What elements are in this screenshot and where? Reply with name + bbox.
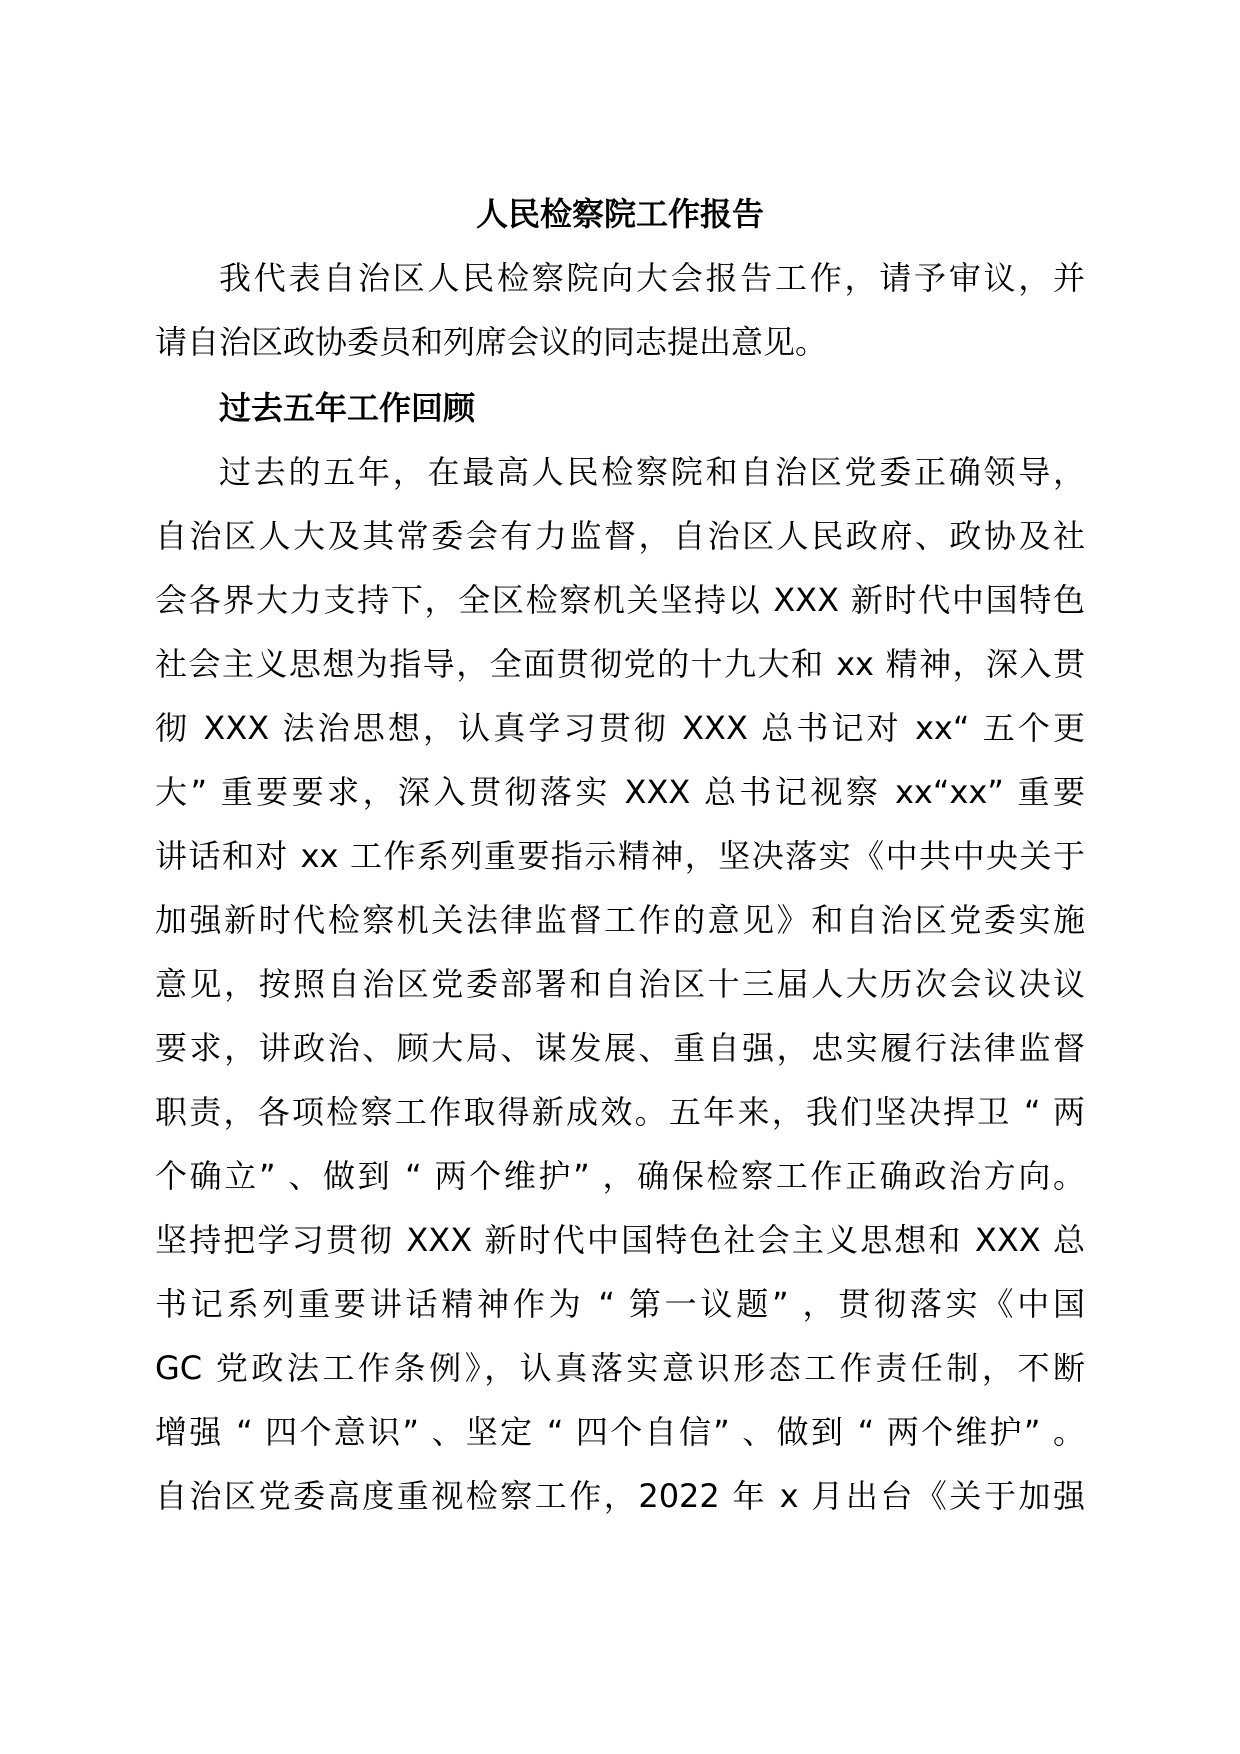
body-line: 大” 重要要求，深入贯彻落实 XXX 总书记视察 xx“xx” 重要	[155, 773, 1085, 811]
body-line: 增强 “ 四个意识” 、坚定 “ 四个自信” 、做到 “ 两个维护” 。	[155, 1413, 1085, 1451]
body-line: 个确立” 、做到 “ 两个维护” ，确保检察工作正确政治方向。	[155, 1157, 1085, 1195]
body-line: 职责，各项检察工作取得新成效。五年来，我们坚决捍卫 “ 两	[155, 1093, 1085, 1131]
body-line: 意见，按照自治区党委部署和自治区十三届人大历次会议决议	[155, 965, 1085, 1003]
section-heading: 过去五年工作回顾	[219, 389, 476, 427]
body-line: 自治区人大及其常委会有力监督，自治区人民政府、政协及社	[155, 517, 1085, 555]
body-line: GC 党政法工作条例》，认真落实意识形态工作责任制，不断	[155, 1349, 1085, 1387]
body-line: 加强新时代检察机关法律监督工作的意见》和自治区党委实施	[155, 901, 1085, 939]
body-line: 要求，讲政治、顾大局、谋发展、重自强，忠实履行法律监督	[155, 1029, 1085, 1067]
body-line: 书记系列重要讲话精神作为 “ 第一议题” ，贯彻落实《中国	[155, 1285, 1085, 1323]
body-line: 彻 XXX 法治思想，认真学习贯彻 XXX 总书记对 xx“ 五个更	[155, 709, 1085, 747]
body-line: 过去的五年，在最高人民检察院和自治区党委正确领导，	[219, 453, 1085, 491]
body-line: 会各界大力支持下，全区检察机关坚持以 XXX 新时代中国特色	[155, 581, 1085, 619]
body-line: 社会主义思想为指导，全面贯彻党的十九大和 xx 精神，深入贯	[155, 645, 1085, 683]
document-title: 人民检察院工作报告	[475, 195, 764, 233]
body-line: 坚持把学习贯彻 XXX 新时代中国特色社会主义思想和 XXX 总	[155, 1221, 1085, 1259]
body-line: 讲话和对 xx 工作系列重要指示精神，坚决落实《中共中央关于	[155, 837, 1085, 875]
intro-line: 请自治区政协委员和列席会议的同志提出意见。	[155, 323, 828, 361]
intro-line: 我代表自治区人民检察院向大会报告工作，请予审议，并	[219, 259, 1085, 297]
body-line: 自治区党委高度重视检察工作，2022 年 x 月出台《关于加强	[155, 1477, 1085, 1515]
